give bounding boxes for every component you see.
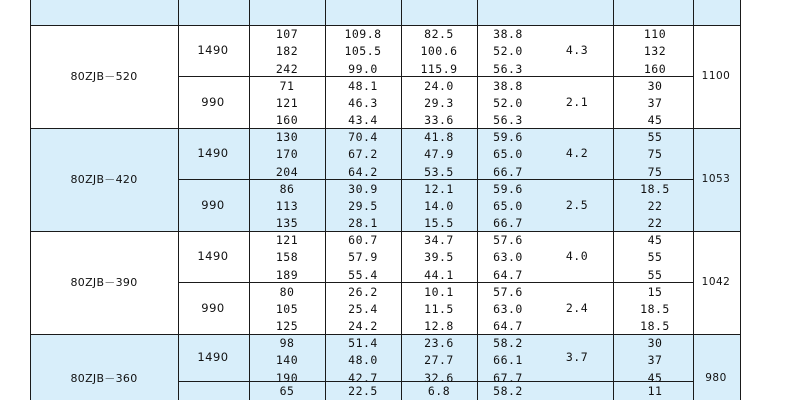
shaft-power-cell: 23.6 <box>424 336 454 350</box>
efficiency-cell: 65.0 <box>493 147 523 162</box>
flow-cell: 98 <box>279 336 295 350</box>
shaft-power-cell: 32.6 <box>424 370 454 385</box>
column-divider <box>178 0 179 400</box>
motor-power-cell: 37 <box>647 95 663 110</box>
efficiency-cell: 63.0 <box>493 250 523 265</box>
motor-power-cell: 11 <box>647 383 663 398</box>
flow-cell: 242 <box>275 61 299 76</box>
motor-power-cell: 110 <box>643 27 667 41</box>
npsh-cell: 4.2 <box>565 146 589 161</box>
npsh-cell: 2.1 <box>565 94 589 109</box>
shaft-power-cell: 115.9 <box>420 61 458 76</box>
group-divider <box>30 334 740 335</box>
head-cell: 109.8 <box>344 27 382 41</box>
speed-cell: 1490 <box>197 146 229 161</box>
flow-cell: 80 <box>279 284 295 299</box>
flow-cell: 190 <box>275 370 299 385</box>
group-background <box>30 334 740 400</box>
head-cell: 46.3 <box>348 95 378 110</box>
efficiency-cell: 66.7 <box>493 164 523 179</box>
shaft-power-cell: 100.6 <box>420 44 458 59</box>
head-cell: 48.1 <box>348 78 378 93</box>
efficiency-cell: 59.6 <box>493 130 523 144</box>
motor-power-cell: 18.5 <box>640 301 670 316</box>
column-divider <box>249 0 250 400</box>
speed-cell: 990 <box>201 300 225 315</box>
flow-cell: 71 <box>279 78 295 93</box>
efficiency-cell: 58.2 <box>493 383 523 398</box>
pump-weight-cell: 1042 <box>701 276 731 288</box>
efficiency-cell: 56.3 <box>493 113 523 128</box>
speed-cell: 990 <box>201 94 225 109</box>
npsh-cell: 2.4 <box>565 300 589 315</box>
pump-weight-cell: 1053 <box>701 173 731 185</box>
pump-weight-cell: 980 <box>705 371 727 384</box>
pump-weight-cell: 1100 <box>701 70 731 82</box>
head-cell: 51.4 <box>348 336 378 350</box>
motor-power-cell: 22 <box>647 216 663 231</box>
flow-cell: 182 <box>275 44 299 59</box>
flow-cell: 130 <box>275 130 299 144</box>
motor-power-cell: 55 <box>647 250 663 265</box>
head-cell: 99.0 <box>348 61 378 76</box>
head-cell: 22.5 <box>348 383 378 398</box>
efficiency-cell: 58.2 <box>493 336 523 350</box>
shaft-power-cell: 15.5 <box>424 216 454 231</box>
head-cell: 24.2 <box>348 319 378 334</box>
speed-cell: 1490 <box>197 249 229 264</box>
motor-power-cell: 160 <box>643 61 667 76</box>
head-cell: 67.2 <box>348 147 378 162</box>
efficiency-cell: 66.1 <box>493 353 523 368</box>
flow-cell: 86 <box>279 181 295 196</box>
shaft-power-cell: 11.5 <box>424 301 454 316</box>
motor-power-cell: 75 <box>647 164 663 179</box>
head-cell: 26.2 <box>348 284 378 299</box>
shaft-power-cell: 82.5 <box>424 27 454 41</box>
shaft-power-cell: 44.1 <box>424 267 454 282</box>
head-cell: 55.4 <box>348 267 378 282</box>
motor-power-cell: 55 <box>647 130 663 144</box>
efficiency-cell: 65.0 <box>493 198 523 213</box>
motor-power-cell: 18.5 <box>640 181 670 196</box>
group-background <box>30 0 740 25</box>
column-divider <box>325 0 326 400</box>
shaft-power-cell: 29.3 <box>424 95 454 110</box>
shaft-power-cell: 39.5 <box>424 250 454 265</box>
shaft-power-cell: 33.6 <box>424 113 454 128</box>
head-cell: 64.2 <box>348 164 378 179</box>
head-cell: 30.9 <box>348 181 378 196</box>
head-cell: 48.0 <box>348 353 378 368</box>
motor-power-cell: 37 <box>647 353 663 368</box>
efficiency-cell: 56.3 <box>493 61 523 76</box>
column-divider <box>693 0 694 400</box>
flow-cell: 158 <box>275 250 299 265</box>
motor-power-cell: 55 <box>647 267 663 282</box>
npsh-cell: 4.0 <box>565 249 589 264</box>
shaft-power-cell: 24.0 <box>424 78 454 93</box>
motor-power-cell: 30 <box>647 78 663 93</box>
shaft-power-cell: 12.8 <box>424 319 454 334</box>
model-cell: 80ZJB－360 <box>70 371 138 385</box>
head-cell: 105.5 <box>344 44 382 59</box>
head-cell: 28.1 <box>348 216 378 231</box>
motor-power-cell: 75 <box>647 147 663 162</box>
column-divider <box>613 0 614 400</box>
efficiency-cell: 64.7 <box>493 267 523 282</box>
head-cell: 42.7 <box>348 370 378 385</box>
efficiency-cell: 38.8 <box>493 78 523 93</box>
flow-cell: 65 <box>279 383 295 398</box>
speed-cell: 1490 <box>197 43 229 58</box>
head-cell: 43.4 <box>348 113 378 128</box>
shaft-power-cell: 10.1 <box>424 284 454 299</box>
column-divider <box>477 0 478 400</box>
flow-cell: 140 <box>275 353 299 368</box>
efficiency-cell: 57.6 <box>493 233 523 247</box>
flow-cell: 204 <box>275 164 299 179</box>
speed-cell: 1490 <box>197 350 229 365</box>
shaft-power-cell: 41.8 <box>424 130 454 144</box>
npsh-cell: 3.7 <box>565 350 589 365</box>
motor-power-cell: 18.5 <box>640 319 670 334</box>
shaft-power-cell: 27.7 <box>424 353 454 368</box>
column-divider <box>30 0 31 400</box>
model-cell: 80ZJB－390 <box>70 276 138 289</box>
shaft-power-cell: 14.0 <box>424 198 454 213</box>
efficiency-cell: 57.6 <box>493 284 523 299</box>
flow-cell: 121 <box>275 233 299 247</box>
motor-power-cell: 45 <box>647 370 663 385</box>
shaft-power-cell: 53.5 <box>424 164 454 179</box>
motor-power-cell: 30 <box>647 336 663 350</box>
flow-cell: 107 <box>275 27 299 41</box>
head-cell: 60.7 <box>348 233 378 247</box>
motor-power-cell: 22 <box>647 198 663 213</box>
shaft-power-cell: 6.8 <box>427 383 451 398</box>
group-divider <box>30 128 740 129</box>
motor-power-cell: 132 <box>643 44 667 59</box>
shaft-power-cell: 47.9 <box>424 147 454 162</box>
head-cell: 25.4 <box>348 301 378 316</box>
speed-cell: 990 <box>201 197 225 212</box>
efficiency-cell: 66.7 <box>493 216 523 231</box>
shaft-power-cell: 34.7 <box>424 233 454 247</box>
efficiency-cell: 67.7 <box>493 370 523 385</box>
flow-cell: 113 <box>275 198 299 213</box>
shaft-power-cell: 12.1 <box>424 181 454 196</box>
motor-power-cell: 15 <box>647 284 663 299</box>
subgroup-divider <box>178 179 693 180</box>
head-cell: 70.4 <box>348 130 378 144</box>
head-cell: 57.9 <box>348 250 378 265</box>
efficiency-cell: 64.7 <box>493 319 523 334</box>
subgroup-divider <box>178 282 693 283</box>
npsh-cell: 2.5 <box>565 197 589 212</box>
flow-cell: 125 <box>275 319 299 334</box>
column-divider <box>401 0 402 400</box>
efficiency-cell: 63.0 <box>493 301 523 316</box>
flow-cell: 170 <box>275 147 299 162</box>
column-divider <box>740 0 741 400</box>
flow-cell: 105 <box>275 301 299 316</box>
model-cell: 80ZJB－520 <box>70 70 138 83</box>
model-cell: 80ZJB－420 <box>70 173 138 186</box>
flow-cell: 189 <box>275 267 299 282</box>
flow-cell: 121 <box>275 95 299 110</box>
subgroup-divider <box>178 76 693 77</box>
motor-power-cell: 45 <box>647 233 663 247</box>
efficiency-cell: 38.8 <box>493 27 523 41</box>
flow-cell: 135 <box>275 216 299 231</box>
efficiency-cell: 59.6 <box>493 181 523 196</box>
group-divider <box>30 25 740 26</box>
group-divider <box>30 231 740 232</box>
motor-power-cell: 45 <box>647 113 663 128</box>
npsh-cell: 4.3 <box>565 43 589 58</box>
flow-cell: 160 <box>275 113 299 128</box>
efficiency-cell: 52.0 <box>493 44 523 59</box>
efficiency-cell: 52.0 <box>493 95 523 110</box>
head-cell: 29.5 <box>348 198 378 213</box>
